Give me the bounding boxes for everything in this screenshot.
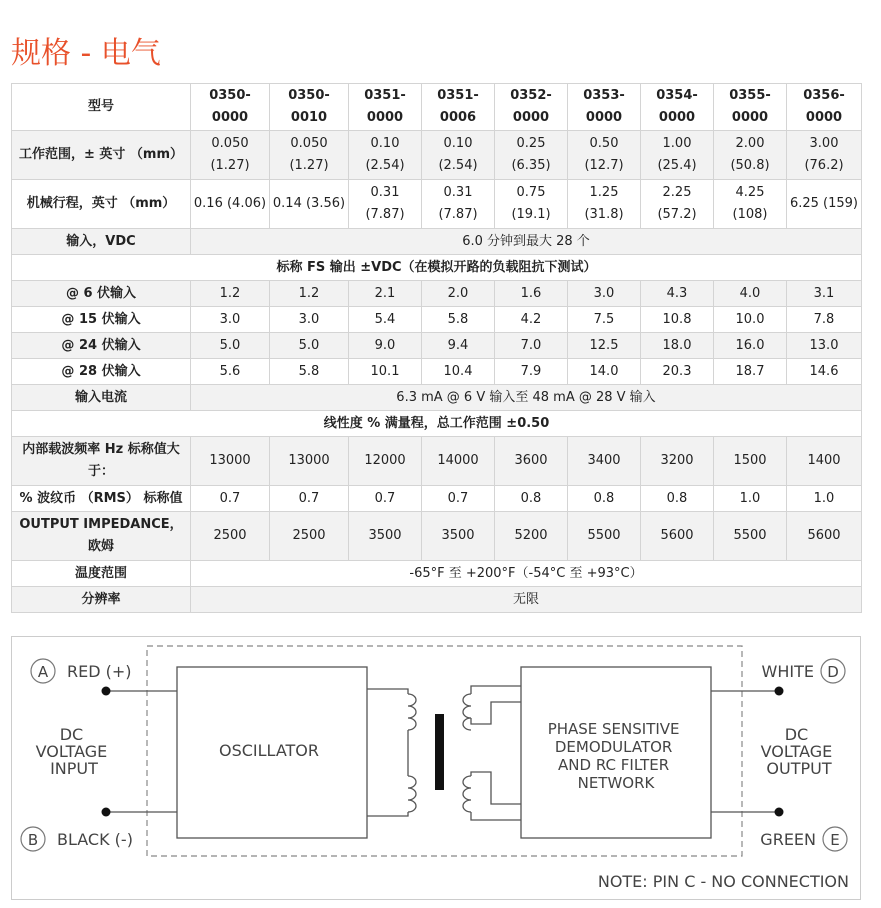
spec-table <box>11 83 862 613</box>
pin-e-label: GREEN <box>760 830 816 849</box>
terminal-b-dot <box>102 808 111 817</box>
value-cell: 0.8 <box>641 486 714 512</box>
value-cell: 2.1 <box>349 281 422 307</box>
value-cell: 2.25 (57.2) <box>641 180 714 229</box>
value-cell: 14000 <box>422 437 495 486</box>
value-cell: 3500 <box>422 512 495 561</box>
value-cell: 1.0 <box>787 486 862 512</box>
output-label: DC VOLTAGE OUTPUT <box>760 725 833 778</box>
demodulator-label: PHASE SENSITIVE DEMODULATOR AND RC FILTER NETWORK <box>547 720 680 792</box>
value-cell: 5200 <box>495 512 568 561</box>
value-cell: 5.8 <box>422 307 495 333</box>
value-cell: 18.0 <box>641 333 714 359</box>
primary-coil <box>408 694 416 812</box>
value-cell: 5.4 <box>349 307 422 333</box>
value-cell: 0.31 (7.87) <box>422 180 495 229</box>
value-cell: 18.7 <box>714 359 787 385</box>
value-cell: 0.8 <box>568 486 641 512</box>
table-row <box>12 255 862 281</box>
section-header-cell: 标称 FS 输出 ±VDC（在模拟开路的负载阻抗下测试） <box>12 255 862 281</box>
value-cell: 3.0 <box>191 307 270 333</box>
model-header-cell: 0352-0000 <box>495 84 568 131</box>
value-cell: 3.1 <box>787 281 862 307</box>
pin-e-letter: E <box>830 831 840 849</box>
table-row <box>12 131 862 180</box>
value-cell: 1.2 <box>191 281 270 307</box>
value-cell: 2.0 <box>422 281 495 307</box>
row-label-cell: 分辨率 <box>12 587 191 613</box>
value-cell: 0.8 <box>495 486 568 512</box>
table-row <box>12 307 862 333</box>
value-cell: 7.5 <box>568 307 641 333</box>
table-row <box>12 437 862 486</box>
table-row <box>12 359 862 385</box>
terminal-a-dot <box>102 687 111 696</box>
value-cell: 1.2 <box>270 281 349 307</box>
table-row <box>12 411 862 437</box>
pin-b-letter: B <box>27 831 39 849</box>
span-value-cell: -65°F 至 +200°F（-54°C 至 +93°C） <box>191 561 862 587</box>
pin-a-label: RED (+) <box>67 662 132 681</box>
value-cell: 9.4 <box>422 333 495 359</box>
value-cell: 4.3 <box>641 281 714 307</box>
model-header-cell: 0354-0000 <box>641 84 714 131</box>
row-label-cell: @ 28 伏输入 <box>12 359 191 385</box>
value-cell: 3500 <box>349 512 422 561</box>
model-header-cell: 0350-0000 <box>191 84 270 131</box>
value-cell: 3.0 <box>270 307 349 333</box>
pin-d-label: WHITE <box>761 662 814 681</box>
value-cell: 1.6 <box>495 281 568 307</box>
model-header-cell: 0351-0000 <box>349 84 422 131</box>
value-cell: 7.0 <box>495 333 568 359</box>
table-row <box>12 281 862 307</box>
row-label-cell: % 波纹币 （RMS） 标称值 <box>12 486 191 512</box>
value-cell: 0.25 (6.35) <box>495 131 568 180</box>
transformer-core <box>435 714 444 790</box>
row-label-cell: 温度范围 <box>12 561 191 587</box>
pin-d-letter: D <box>827 663 839 681</box>
secondary-coil <box>463 694 471 812</box>
value-cell: 1.25 (31.8) <box>568 180 641 229</box>
value-cell: 5.6 <box>191 359 270 385</box>
table-row <box>12 561 862 587</box>
value-cell: 5.0 <box>270 333 349 359</box>
value-cell: 2500 <box>270 512 349 561</box>
value-cell: 12000 <box>349 437 422 486</box>
oscillator-label: OSCILLATOR <box>218 741 320 760</box>
value-cell: 9.0 <box>349 333 422 359</box>
row-label-cell: 输入，VDC <box>12 229 191 255</box>
value-cell: 0.75 (19.1) <box>495 180 568 229</box>
value-cell: 2.00 (50.8) <box>714 131 787 180</box>
table-row <box>12 333 862 359</box>
value-cell: 4.25 (108) <box>714 180 787 229</box>
table-row <box>12 229 862 255</box>
value-cell: 1400 <box>787 437 862 486</box>
terminal-d-dot <box>775 687 784 696</box>
page-title: 规格 - 电气 <box>11 36 161 71</box>
terminal-e-dot <box>775 808 784 817</box>
value-cell: 0.16 (4.06) <box>191 180 270 229</box>
value-cell: 0.7 <box>270 486 349 512</box>
value-cell: 10.1 <box>349 359 422 385</box>
model-header-cell: 0356-0000 <box>787 84 862 131</box>
span-value-cell: 无限 <box>191 587 862 613</box>
pin-b-label: BLACK (-) <box>57 830 133 849</box>
section-header-cell: 线性度 % 满量程，总工作范围 ±0.50 <box>12 411 862 437</box>
value-cell: 4.0 <box>714 281 787 307</box>
value-cell: 10.4 <box>422 359 495 385</box>
value-cell: 0.7 <box>349 486 422 512</box>
value-cell: 20.3 <box>641 359 714 385</box>
value-cell: 5500 <box>714 512 787 561</box>
value-cell: 5600 <box>787 512 862 561</box>
value-cell: 1.0 <box>714 486 787 512</box>
wiring-diagram <box>11 636 861 900</box>
value-cell: 2500 <box>191 512 270 561</box>
value-cell: 13000 <box>191 437 270 486</box>
table-row <box>12 385 862 411</box>
value-cell: 0.050 (1.27) <box>270 131 349 180</box>
value-cell: 5.0 <box>191 333 270 359</box>
value-cell: 0.7 <box>422 486 495 512</box>
value-cell: 5500 <box>568 512 641 561</box>
value-cell: 0.31 (7.87) <box>349 180 422 229</box>
value-cell: 0.050 (1.27) <box>191 131 270 180</box>
value-cell: 4.2 <box>495 307 568 333</box>
row-label-cell: 输入电流 <box>12 385 191 411</box>
row-label-cell: 工作范围，± 英寸 （mm） <box>12 131 191 180</box>
value-cell: 16.0 <box>714 333 787 359</box>
table-row <box>12 486 862 512</box>
header-label-cell: 型号 <box>12 84 191 131</box>
value-cell: 5600 <box>641 512 714 561</box>
row-label-cell: @ 24 伏输入 <box>12 333 191 359</box>
value-cell: 14.6 <box>787 359 862 385</box>
table-row <box>12 512 862 561</box>
value-cell: 0.10 (2.54) <box>422 131 495 180</box>
pin-a-letter: A <box>37 663 49 681</box>
table-header-row <box>12 84 862 131</box>
value-cell: 7.8 <box>787 307 862 333</box>
value-cell: 3.00 (76.2) <box>787 131 862 180</box>
input-label: DC VOLTAGE INPUT <box>35 725 108 778</box>
row-label-cell: @ 15 伏输入 <box>12 307 191 333</box>
table-row <box>12 587 862 613</box>
value-cell: 12.5 <box>568 333 641 359</box>
value-cell: 3200 <box>641 437 714 486</box>
value-cell: 0.7 <box>191 486 270 512</box>
model-header-cell: 0355-0000 <box>714 84 787 131</box>
value-cell: 0.50 (12.7) <box>568 131 641 180</box>
value-cell: 6.25 (159) <box>787 180 862 229</box>
value-cell: 3.0 <box>568 281 641 307</box>
value-cell: 14.0 <box>568 359 641 385</box>
model-header-cell: 0351-0006 <box>422 84 495 131</box>
row-label-cell: @ 6 伏输入 <box>12 281 191 307</box>
value-cell: 7.9 <box>495 359 568 385</box>
value-cell: 13.0 <box>787 333 862 359</box>
value-cell: 3400 <box>568 437 641 486</box>
value-cell: 13000 <box>270 437 349 486</box>
pin-c-note: NOTE: PIN C - NO CONNECTION <box>597 872 849 891</box>
row-label-cell: 内部载波频率 Hz 标称值大于： <box>12 437 191 486</box>
row-label-cell: OUTPUT IMPEDANCE，欧姆 <box>12 512 191 561</box>
value-cell: 0.14 (3.56) <box>270 180 349 229</box>
row-label-cell: 机械行程，英寸 （mm） <box>12 180 191 229</box>
value-cell: 0.10 (2.54) <box>349 131 422 180</box>
value-cell: 10.0 <box>714 307 787 333</box>
model-header-cell: 0350-0010 <box>270 84 349 131</box>
value-cell: 1.00 (25.4) <box>641 131 714 180</box>
table-row <box>12 180 862 229</box>
value-cell: 3600 <box>495 437 568 486</box>
model-header-cell: 0353-0000 <box>568 84 641 131</box>
value-cell: 10.8 <box>641 307 714 333</box>
value-cell: 1500 <box>714 437 787 486</box>
span-value-cell: 6.0 分钟到最大 28 个 <box>191 229 862 255</box>
span-value-cell: 6.3 mA @ 6 V 输入至 48 mA @ 28 V 输入 <box>191 385 862 411</box>
value-cell: 5.8 <box>270 359 349 385</box>
